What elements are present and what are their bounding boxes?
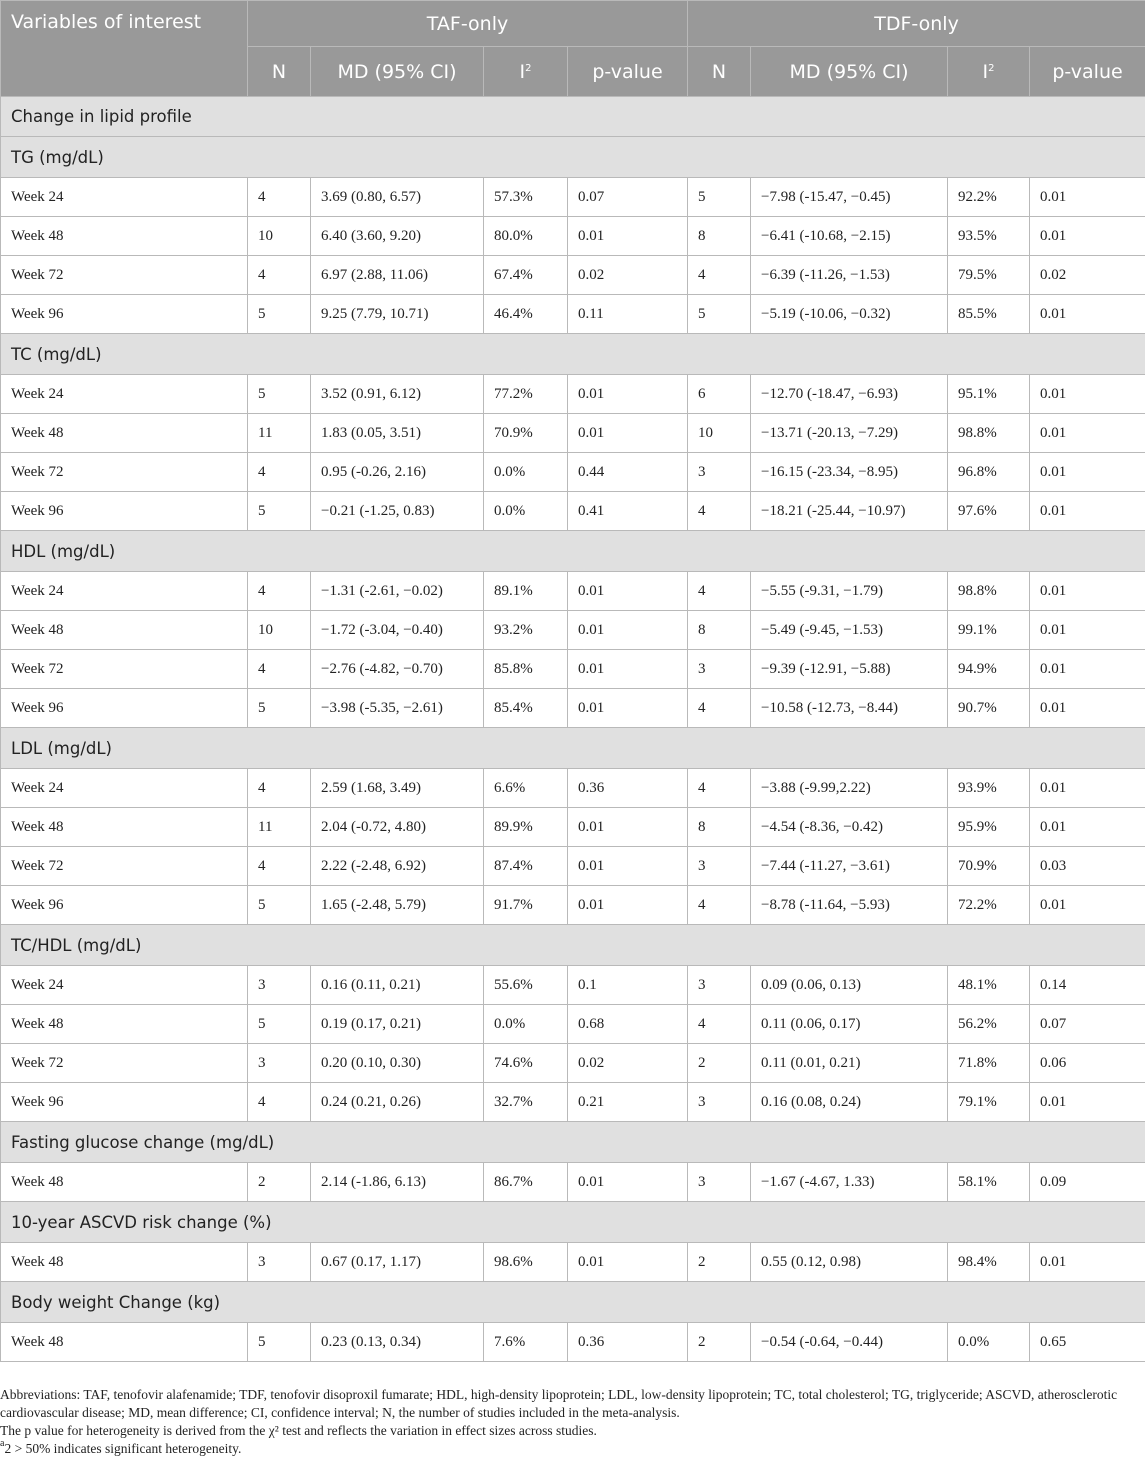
tdf-i2-cell: 79.1% [948,1083,1030,1122]
taf-p-cell: 0.01 [568,217,688,256]
taf-i2-cell: 89.9% [484,808,568,847]
taf-n-cell: 4 [248,178,311,217]
tdf-md-cell: 0.16 (0.08, 0.24) [751,1083,948,1122]
taf-i2-cell: 93.2% [484,611,568,650]
header-taf-only: TAF-only [248,1,688,47]
section-header-row [1,728,1145,769]
table-row [1,1005,1145,1044]
section-header-row [1,1282,1145,1323]
row-label-cell: Week 24 [1,375,248,414]
tdf-p-cell: 0.01 [1030,1083,1145,1122]
row-label-cell: Week 24 [1,572,248,611]
tdf-p-cell: 0.01 [1030,689,1145,728]
tdf-i2-cell: 98.8% [948,414,1030,453]
tdf-i2-cell: 94.9% [948,650,1030,689]
taf-p-cell: 0.02 [568,256,688,295]
tdf-p-cell: 0.01 [1030,453,1145,492]
taf-p-cell: 0.01 [568,375,688,414]
tdf-p-cell: 0.01 [1030,650,1145,689]
tdf-i2-cell: 0.0% [948,1323,1030,1362]
section-title: TC/HDL (mg/dL) [1,925,1145,966]
tdf-md-cell: −7.98 (-15.47, −0.45) [751,178,948,217]
tdf-md-cell: 0.11 (0.06, 0.17) [751,1005,948,1044]
taf-i2-cell: 70.9% [484,414,568,453]
table-row [1,1163,1145,1202]
table-row [1,847,1145,886]
section-title: HDL (mg/dL) [1,531,1145,572]
taf-n-cell: 5 [248,295,311,334]
tdf-md-cell: −3.88 (-9.99,2.22) [751,769,948,808]
table-row [1,650,1145,689]
tdf-md-cell: −7.44 (-11.27, −3.61) [751,847,948,886]
taf-md-cell: 2.04 (-0.72, 4.80) [311,808,484,847]
tdf-p-cell: 0.01 [1030,611,1145,650]
tdf-n-cell: 4 [688,689,751,728]
taf-md-cell: 1.83 (0.05, 3.51) [311,414,484,453]
tdf-i2-cell: 95.9% [948,808,1030,847]
tdf-n-cell: 2 [688,1044,751,1083]
tdf-p-cell: 0.01 [1030,414,1145,453]
tdf-i2-cell: 56.2% [948,1005,1030,1044]
tdf-md-cell: −16.15 (-23.34, −8.95) [751,453,948,492]
taf-p-cell: 0.01 [568,1163,688,1202]
taf-md-cell: 6.40 (3.60, 9.20) [311,217,484,256]
row-label-cell: Week 48 [1,217,248,256]
section-header-row [1,1202,1145,1243]
tdf-p-cell: 0.01 [1030,492,1145,531]
footnote-abbreviations: Abbreviations: TAF, tenofovir alafenamide; TDF, tenofovir disoproxil fumarate; HDL, high-density lipoprotein; LDL, low-density lipoprotein; TC, total cholesterol; TG, triglyceride; ASCVD, atherosclerotic cardiovascular disease; MD, mean difference; CI, confidence interval; N, the number of studies included in the meta-analysis. [0,1386,1140,1422]
taf-i2-cell: 7.6% [484,1323,568,1362]
row-label-cell: Week 72 [1,453,248,492]
table-row [1,611,1145,650]
tdf-md-cell: −5.49 (-9.45, −1.53) [751,611,948,650]
taf-md-cell: 0.23 (0.13, 0.34) [311,1323,484,1362]
section-title: 10-year ASCVD risk change (%) [1,1202,1145,1243]
tdf-i2-cell: 93.9% [948,769,1030,808]
row-label-cell: Week 48 [1,808,248,847]
row-label-cell: Week 72 [1,847,248,886]
tdf-p-cell: 0.01 [1030,572,1145,611]
tdf-md-cell: −4.54 (-8.36, −0.42) [751,808,948,847]
taf-md-cell: 3.69 (0.80, 6.57) [311,178,484,217]
tdf-n-cell: 4 [688,572,751,611]
tdf-md-cell: −1.67 (-4.67, 1.33) [751,1163,948,1202]
taf-i2-cell: 57.3% [484,178,568,217]
tdf-p-cell: 0.03 [1030,847,1145,886]
header-i-superscript: 2 [988,63,994,74]
tdf-n-cell: 3 [688,966,751,1005]
taf-n-cell: 4 [248,847,311,886]
tdf-p-cell: 0.01 [1030,217,1145,256]
taf-p-cell: 0.01 [568,650,688,689]
tdf-i2-cell: 90.7% [948,689,1030,728]
tdf-md-cell: −6.39 (-11.26, −1.53) [751,256,948,295]
tdf-md-cell: 0.55 (0.12, 0.98) [751,1243,948,1282]
tdf-md-cell: −5.19 (-10.06, −0.32) [751,295,948,334]
taf-i2-cell: 98.6% [484,1243,568,1282]
row-label-cell: Week 48 [1,414,248,453]
tdf-i2-cell: 99.1% [948,611,1030,650]
tdf-md-cell: −8.78 (-11.64, −5.93) [751,886,948,925]
taf-i2-cell: 32.7% [484,1083,568,1122]
taf-md-cell: 1.65 (-2.48, 5.79) [311,886,484,925]
header-tdf-n: N [688,47,751,97]
tdf-p-cell: 0.07 [1030,1005,1145,1044]
section-title: TG (mg/dL) [1,137,1145,178]
taf-md-cell: 0.19 (0.17, 0.21) [311,1005,484,1044]
tdf-n-cell: 5 [688,295,751,334]
table-row [1,1044,1145,1083]
table-row [1,295,1145,334]
section-title: LDL (mg/dL) [1,728,1145,769]
row-label-cell: Week 96 [1,689,248,728]
taf-i2-cell: 86.7% [484,1163,568,1202]
taf-p-cell: 0.02 [568,1044,688,1083]
table-row [1,966,1145,1005]
header-taf-i2 [484,47,568,97]
section-header-row [1,1122,1145,1163]
taf-md-cell: 0.20 (0.10, 0.30) [311,1044,484,1083]
row-label-cell: Week 96 [1,886,248,925]
tdf-n-cell: 3 [688,847,751,886]
row-label-cell: Week 48 [1,611,248,650]
tdf-i2-cell: 72.2% [948,886,1030,925]
header-taf-p: p-value [568,47,688,97]
tdf-i2-cell: 71.8% [948,1044,1030,1083]
tdf-n-cell: 3 [688,650,751,689]
tdf-i2-cell: 85.5% [948,295,1030,334]
taf-i2-cell: 85.4% [484,689,568,728]
tdf-i2-cell: 79.5% [948,256,1030,295]
taf-n-cell: 2 [248,1163,311,1202]
tdf-p-cell: 0.14 [1030,966,1145,1005]
taf-md-cell: 2.59 (1.68, 3.49) [311,769,484,808]
footnote-heterogeneity [0,1440,1140,1458]
taf-p-cell: 0.01 [568,689,688,728]
tdf-i2-cell: 95.1% [948,375,1030,414]
tdf-i2-cell: 93.5% [948,217,1030,256]
tdf-n-cell: 3 [688,1163,751,1202]
header-tdf-only: TDF-only [688,1,1145,47]
tdf-n-cell: 8 [688,808,751,847]
tdf-p-cell: 0.01 [1030,1243,1145,1282]
tdf-md-cell: 0.09 (0.06, 0.13) [751,966,948,1005]
table-row [1,414,1145,453]
taf-md-cell: −1.31 (-2.61, −0.02) [311,572,484,611]
table-row [1,1083,1145,1122]
tdf-md-cell: −18.21 (-25.44, −10.97) [751,492,948,531]
tdf-p-cell: 0.01 [1030,295,1145,334]
section-header-row [1,137,1145,178]
taf-n-cell: 11 [248,808,311,847]
tdf-p-cell: 0.01 [1030,886,1145,925]
taf-p-cell: 0.1 [568,966,688,1005]
taf-n-cell: 3 [248,1243,311,1282]
taf-md-cell: 0.67 (0.17, 1.17) [311,1243,484,1282]
taf-n-cell: 5 [248,375,311,414]
taf-i2-cell: 89.1% [484,572,568,611]
header-tdf-p: p-value [1030,47,1145,97]
taf-p-cell: 0.01 [568,414,688,453]
taf-md-cell: 0.16 (0.11, 0.21) [311,966,484,1005]
tdf-n-cell: 10 [688,414,751,453]
taf-n-cell: 4 [248,1083,311,1122]
tdf-n-cell: 8 [688,611,751,650]
tdf-i2-cell: 98.4% [948,1243,1030,1282]
tdf-p-cell: 0.65 [1030,1323,1145,1362]
section-header-row [1,97,1145,137]
taf-i2-cell: 91.7% [484,886,568,925]
taf-n-cell: 5 [248,1323,311,1362]
taf-i2-cell: 0.0% [484,492,568,531]
taf-md-cell: 2.22 (-2.48, 6.92) [311,847,484,886]
tdf-n-cell: 4 [688,256,751,295]
taf-p-cell: 0.36 [568,769,688,808]
taf-i2-cell: 46.4% [484,295,568,334]
taf-n-cell: 5 [248,689,311,728]
taf-p-cell: 0.21 [568,1083,688,1122]
tdf-n-cell: 3 [688,453,751,492]
row-label-cell: Week 24 [1,178,248,217]
table-row [1,453,1145,492]
tdf-n-cell: 3 [688,1083,751,1122]
taf-n-cell: 5 [248,492,311,531]
taf-i2-cell: 0.0% [484,1005,568,1044]
table-row [1,178,1145,217]
taf-p-cell: 0.36 [568,1323,688,1362]
tdf-n-cell: 5 [688,178,751,217]
taf-n-cell: 4 [248,769,311,808]
taf-n-cell: 4 [248,256,311,295]
table-row [1,1243,1145,1282]
tdf-n-cell: 4 [688,1005,751,1044]
section-title: TC (mg/dL) [1,334,1145,375]
header-i-text: I [983,61,989,83]
taf-i2-cell: 0.0% [484,453,568,492]
header-variables: Variables of interest [1,1,248,97]
taf-md-cell: 0.95 (-0.26, 2.16) [311,453,484,492]
tdf-i2-cell: 97.6% [948,492,1030,531]
section-header-row [1,531,1145,572]
taf-md-cell: −1.72 (-3.04, −0.40) [311,611,484,650]
taf-md-cell: 9.25 (7.79, 10.71) [311,295,484,334]
tdf-md-cell: −0.54 (-0.64, −0.44) [751,1323,948,1362]
taf-md-cell: 2.14 (-1.86, 6.13) [311,1163,484,1202]
taf-n-cell: 11 [248,414,311,453]
taf-p-cell: 0.01 [568,611,688,650]
tdf-p-cell: 0.06 [1030,1044,1145,1083]
taf-p-cell: 0.01 [568,886,688,925]
header-tdf-i2 [948,47,1030,97]
footnote-superscript: a [0,1438,4,1449]
taf-md-cell: 3.52 (0.91, 6.12) [311,375,484,414]
tdf-md-cell: 0.11 (0.01, 0.21) [751,1044,948,1083]
taf-p-cell: 0.01 [568,1243,688,1282]
taf-n-cell: 5 [248,886,311,925]
tdf-n-cell: 2 [688,1243,751,1282]
header-i-text: I [520,61,526,83]
taf-md-cell: −0.21 (-1.25, 0.83) [311,492,484,531]
taf-p-cell: 0.07 [568,178,688,217]
table-row [1,689,1145,728]
taf-i2-cell: 6.6% [484,769,568,808]
row-label-cell: Week 48 [1,1243,248,1282]
section-title: Change in lipid profile [1,97,1145,137]
taf-n-cell: 10 [248,217,311,256]
taf-p-cell: 0.01 [568,808,688,847]
taf-i2-cell: 80.0% [484,217,568,256]
taf-n-cell: 10 [248,611,311,650]
taf-md-cell: 6.97 (2.88, 11.06) [311,256,484,295]
row-label-cell: Week 48 [1,1163,248,1202]
table-row [1,769,1145,808]
taf-p-cell: 0.11 [568,295,688,334]
tdf-p-cell: 0.01 [1030,769,1145,808]
taf-md-cell: −2.76 (-4.82, −0.70) [311,650,484,689]
header-taf-n: N [248,47,311,97]
taf-i2-cell: 87.4% [484,847,568,886]
tdf-md-cell: −13.71 (-20.13, −7.29) [751,414,948,453]
table-row [1,256,1145,295]
tdf-md-cell: −6.41 (-10.68, −2.15) [751,217,948,256]
tdf-md-cell: −9.39 (-12.91, −5.88) [751,650,948,689]
section-title: Body weight Change (kg) [1,1282,1145,1323]
row-label-cell: Week 48 [1,1323,248,1362]
table-row [1,886,1145,925]
taf-md-cell: −3.98 (-5.35, −2.61) [311,689,484,728]
tdf-md-cell: −5.55 (-9.31, −1.79) [751,572,948,611]
tdf-i2-cell: 92.2% [948,178,1030,217]
tdf-n-cell: 6 [688,375,751,414]
table-footnotes [0,1386,1140,1458]
section-header-row [1,925,1145,966]
tdf-n-cell: 8 [688,217,751,256]
table-row [1,572,1145,611]
taf-i2-cell: 77.2% [484,375,568,414]
footnote-p-value: The p value for heterogeneity is derived from the χ² test and reflects the variation in effect sizes across studies. [0,1422,1140,1440]
tdf-i2-cell: 48.1% [948,966,1030,1005]
taf-i2-cell: 67.4% [484,256,568,295]
tdf-i2-cell: 98.8% [948,572,1030,611]
table-body [1,97,1145,1362]
table-row [1,217,1145,256]
tdf-p-cell: 0.02 [1030,256,1145,295]
tdf-p-cell: 0.01 [1030,375,1145,414]
taf-p-cell: 0.01 [568,847,688,886]
taf-n-cell: 4 [248,572,311,611]
tdf-i2-cell: 58.1% [948,1163,1030,1202]
row-label-cell: Week 72 [1,650,248,689]
tdf-p-cell: 0.01 [1030,178,1145,217]
tdf-md-cell: −12.70 (-18.47, −6.93) [751,375,948,414]
tdf-n-cell: 4 [688,769,751,808]
taf-p-cell: 0.68 [568,1005,688,1044]
section-header-row [1,334,1145,375]
tdf-n-cell: 4 [688,492,751,531]
row-label-cell: Week 48 [1,1005,248,1044]
table-row [1,375,1145,414]
tdf-i2-cell: 96.8% [948,453,1030,492]
taf-n-cell: 4 [248,650,311,689]
row-label-cell: Week 96 [1,1083,248,1122]
taf-n-cell: 5 [248,1005,311,1044]
footnote-heterogeneity-text: 2 > 50% indicates significant heterogeneity. [4,1441,241,1456]
row-label-cell: Week 72 [1,256,248,295]
taf-p-cell: 0.01 [568,572,688,611]
row-label-cell: Week 24 [1,966,248,1005]
row-label-cell: Week 96 [1,492,248,531]
taf-p-cell: 0.44 [568,453,688,492]
table-row [1,1323,1145,1362]
header-i-superscript: 2 [525,63,531,74]
tdf-n-cell: 2 [688,1323,751,1362]
row-label-cell: Week 72 [1,1044,248,1083]
tdf-p-cell: 0.01 [1030,808,1145,847]
row-label-cell: Week 96 [1,295,248,334]
taf-n-cell: 3 [248,966,311,1005]
taf-n-cell: 4 [248,453,311,492]
taf-p-cell: 0.41 [568,492,688,531]
tdf-n-cell: 4 [688,886,751,925]
taf-i2-cell: 85.8% [484,650,568,689]
taf-md-cell: 0.24 (0.21, 0.26) [311,1083,484,1122]
tdf-i2-cell: 70.9% [948,847,1030,886]
header-tdf-md: MD (95% CI) [751,47,948,97]
taf-i2-cell: 74.6% [484,1044,568,1083]
tdf-md-cell: −10.58 (-12.73, −8.44) [751,689,948,728]
taf-n-cell: 3 [248,1044,311,1083]
taf-i2-cell: 55.6% [484,966,568,1005]
header-taf-md: MD (95% CI) [311,47,484,97]
tdf-p-cell: 0.09 [1030,1163,1145,1202]
section-title: Fasting glucose change (mg/dL) [1,1122,1145,1163]
table-row [1,492,1145,531]
row-label-cell: Week 24 [1,769,248,808]
table-row [1,808,1145,847]
